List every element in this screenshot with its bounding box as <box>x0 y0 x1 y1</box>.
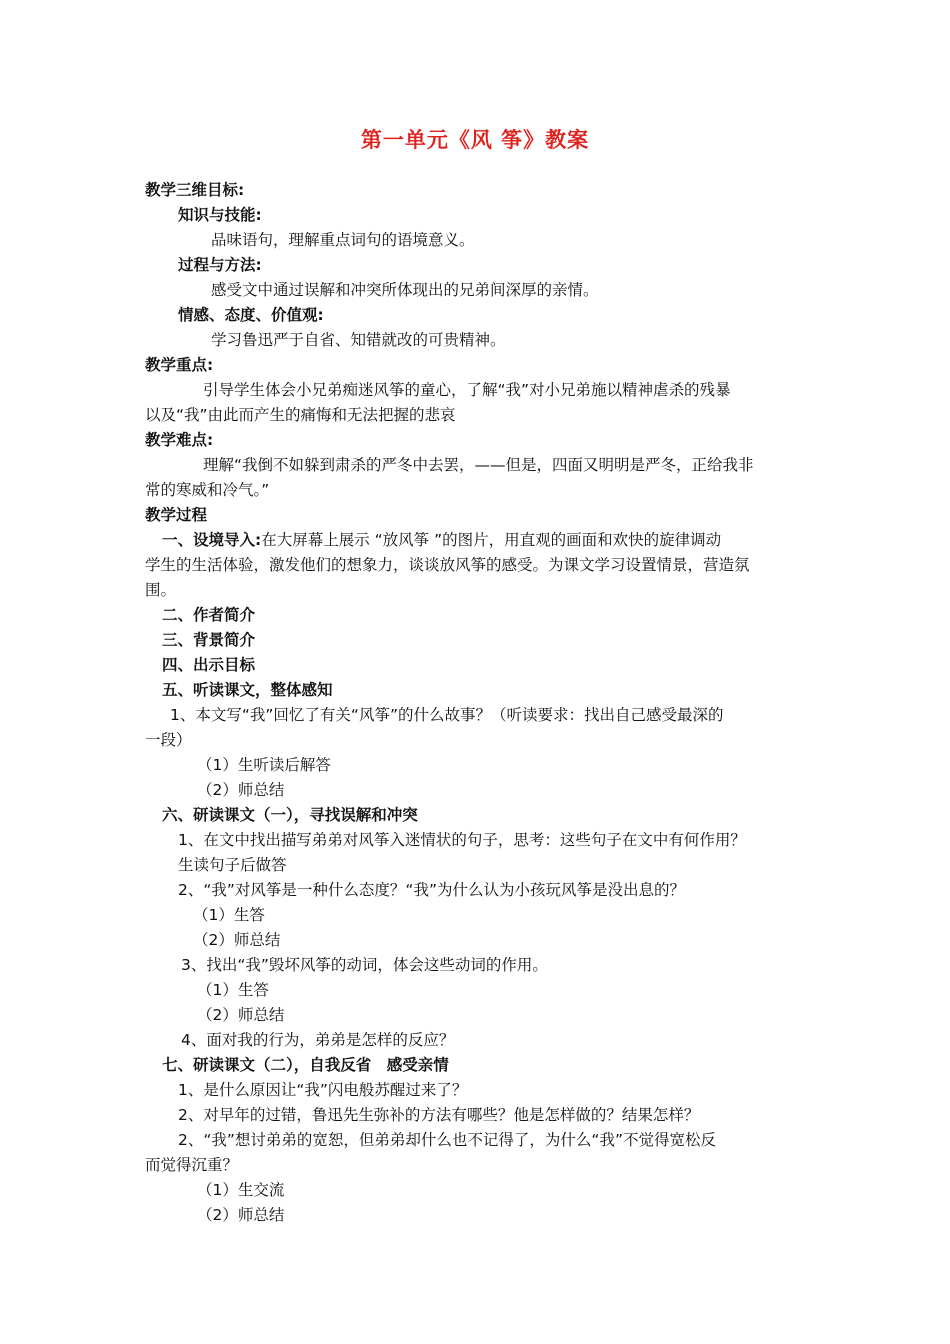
section-7-heading: 七、研读课文（二），自我反省 感受亲情 <box>162 1056 449 1074</box>
key-points-line-1: 引导学生体会小兄弟痴迷风筝的童心，了解“我”对小兄弟施以精神虐杀的残暴 <box>203 381 731 399</box>
section-1-line-3: 围。 <box>145 581 177 599</box>
section-7-question-3-line-2: 而觉得沉重？ <box>145 1156 239 1174</box>
section-6-question-1-answer: 生读句子后做答 <box>178 856 287 874</box>
section-5-heading: 五、听读课文，整体感知 <box>162 681 333 699</box>
document-title: 第一单元《风 筝》教案 <box>360 128 590 152</box>
section-6-question-1: 1、在文中找出描写弟弟对风筝入迷情状的句子，思考：这些句子在文中有何作用？ <box>178 831 746 849</box>
section-6-question-3-answer-1: （1）生答 <box>197 981 269 999</box>
section-4-heading: 四、出示目标 <box>162 656 256 674</box>
section-7-question-3-line-1: 2、“我”想讨弟弟的宽恕，但弟弟却什么也不记得了，为什么“我”不觉得宽松反 <box>178 1131 716 1149</box>
goals-heading: 教学三维目标: <box>145 181 245 199</box>
difficulties-line-1: 理解“我倒不如躲到肃杀的严冬中去罢，——但是，四面又明明是严冬，正给我非 <box>203 456 754 474</box>
section-5-answer-2: （2）师总结 <box>197 781 285 799</box>
section-1-label: 一、设境导入: <box>162 531 262 549</box>
section-6-question-2: 2、“我”对风筝是一种什么态度？“我”为什么认为小孩玩风筝是没出息的？ <box>178 881 685 899</box>
knowledge-text: 品味语句，理解重点词句的语境意义。 <box>211 231 475 249</box>
process-heading: 教学过程 <box>145 506 208 524</box>
section-7-answer-1: （1）生交流 <box>197 1181 285 1199</box>
section-6-question-2-answer-2: （2）师总结 <box>193 931 281 949</box>
key-points-heading: 教学重点: <box>145 356 214 374</box>
section-6-question-3: 3、找出“我”毁坏风筝的动词，体会这些动词的作用。 <box>181 956 548 974</box>
difficulties-heading: 教学难点: <box>145 431 214 449</box>
section-6-question-4: 4、面对我的行为，弟弟是怎样的反应？ <box>181 1031 455 1049</box>
section-5-question-1-line-2: 一段） <box>145 731 192 749</box>
section-1-line-2: 学生的生活体验，激发他们的想象力，谈谈放风筝的感受。为课文学习设置情景，营造氛 <box>145 556 750 574</box>
key-points-line-2: 以及“我”由此而产生的痛悔和无法把握的悲哀 <box>145 406 456 424</box>
section-3-heading: 三、背景简介 <box>162 631 256 649</box>
section-1-line-1 <box>162 530 721 550</box>
knowledge-heading: 知识与技能: <box>178 206 262 224</box>
section-7-question-2: 2、对早年的过错，鲁迅先生弥补的方法有哪些？他是怎样做的？结果怎样？ <box>178 1106 700 1124</box>
process-method-text: 感受文中通过误解和冲突所体现出的兄弟间深厚的亲情。 <box>211 281 599 299</box>
section-5-question-1-line-1: 1、本文写“我”回忆了有关“风筝”的什么故事？（听读要求：找出自己感受最深的 <box>170 706 724 724</box>
emotion-text: 学习鲁迅严于自省、知错就改的可贵精神。 <box>211 331 506 349</box>
section-7-answer-2: （2）师总结 <box>197 1206 285 1224</box>
section-7-question-1: 1、是什么原因让“我”闪电般苏醒过来了？ <box>178 1081 468 1099</box>
section-2-heading: 二、作者简介 <box>162 606 256 624</box>
section-6-heading: 六、研读课文（一），寻找误解和冲突 <box>162 806 418 824</box>
process-method-heading: 过程与方法: <box>178 256 262 274</box>
difficulties-line-2: 常的寒威和冷气。” <box>145 481 270 499</box>
section-1-text: 在大屏幕上展示 “放风筝 ”的图片，用直观的画面和欢快的旋律调动 <box>261 531 722 549</box>
emotion-heading: 情感、态度、价值观: <box>178 306 324 324</box>
section-5-answer-1: （1）生听读后解答 <box>197 756 331 774</box>
section-6-question-3-answer-2: （2）师总结 <box>197 1006 285 1024</box>
section-6-question-2-answer-1: （1）生答 <box>193 906 265 924</box>
